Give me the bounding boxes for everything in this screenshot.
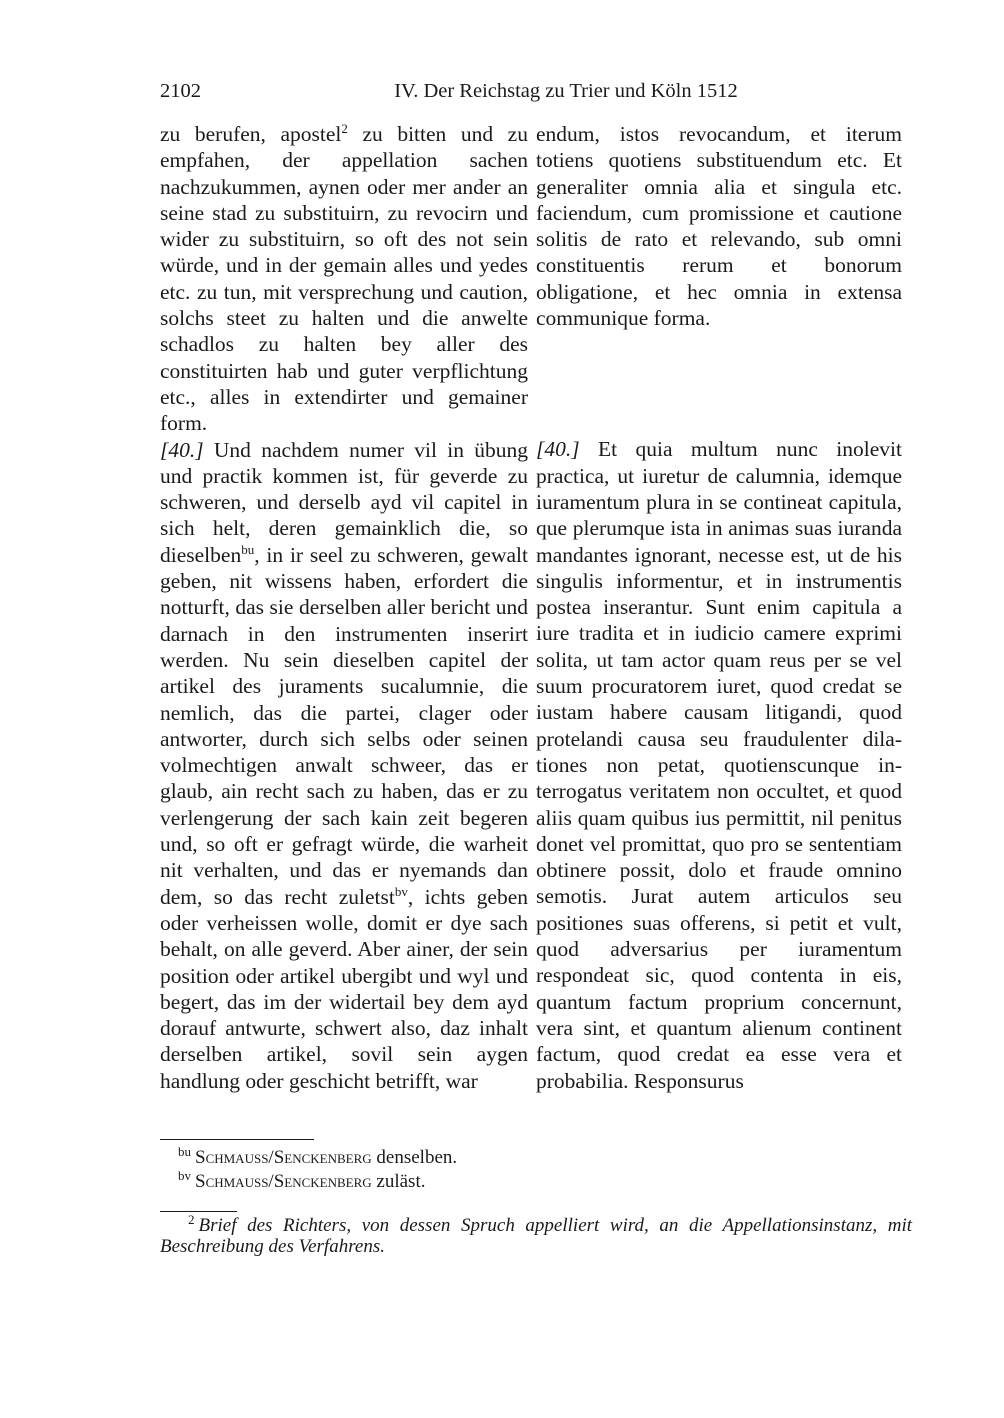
- latin-column: [536, 121, 902, 1094]
- footnote-ref-bv[interactable]: bv: [394, 883, 408, 899]
- footnote-bu: $^{bu}$ Schmauss/Senckenberg denselben.: [178, 1144, 458, 1168]
- running-title: IV. Der Reichstag zu Trier und Köln 1512: [394, 80, 738, 102]
- german-paragraph-40: [40.] Und nachdem numer vil in übung und practik kommen ist, für geverde zu schweren, und derselb ayd vil capitel in sich helt, deren gemainklich die, so dieselben$^{bu}$, in ir seel zu schweren, gewalt geben, nit wissens haben, erfordert die notturft, das sie derselben aller bericht und darnach in den instrumenten inserirt werden. Nu sein dieselben capitel der artikel des juraments sucalumnie, die nemlich, das die partei, clager oder antworter, durch sich selbs oder seinen volmechtigen anwalt schweer, das er glaub, ain recht sach zu haben, das er zu verlengerung der sach kain zeit begeren und, so oft er gefragt würde, die warheit nit verhalten, und das er nyemands dan dem, so das recht zuletst$^{bv}$, ichts geben oder verheissen wolle, domit er dye sach behalt, on alle geverd. Aber ainer, der sein position oder artikel ubergibt und wyl und begert, das im der widertail bey dem ayd dorauf antwurte, schwert also, daz inhalt derselben artikel, sovil sein aygen handlung oder geschicht betrifft, war: [160, 437, 528, 1093]
- editor-name: Schmauss/Senckenberg: [195, 1147, 372, 1168]
- latin-paragraph-39-end: endum, istos revocandum, et iterum totiens quotiens substituendum etc. Et generaliter omnia alia et singula etc. faciendum, cum promissione et cautione solitis de rato et relevando, sub omni constituentis rerum et bonorum obligatione, et hec omnia in extensa communique forma.: [536, 122, 902, 331]
- footnote-bv: $^{bv}$ Schmauss/Senckenberg zuläst.: [178, 1168, 426, 1192]
- column-spacer: [536, 331, 902, 436]
- footnote-2: $^2$ Brief des Richters, von dessen Spruch appelliert wird, an die Appellationsinstanz, mit Beschreibung des Verfahrens.: [160, 1212, 912, 1257]
- editor-name: Schmauss/Senckenberg: [195, 1171, 372, 1192]
- running-header: [160, 80, 902, 108]
- section-label: [40.]: [536, 437, 580, 462]
- footnote-rule: [160, 1139, 314, 1140]
- page-number: 2102: [160, 80, 201, 102]
- footnote-rule-numbered: [160, 1211, 237, 1212]
- section-label: [40.]: [160, 437, 204, 462]
- footnote-ref-2[interactable]: 2: [341, 121, 348, 136]
- german-paragraph-39-end: zu berufen, apostel$^2$ zu bitten und zu empfahen, der appellation sachen nachzukummen, aynen oder mer ander an seine stad zu substituirn, zu revocirn und wider zu substituirn, so oft des not sein würde, und in der gemain alles und yedes etc. zu tun, mit versprechung und caution, solchs steet zu halten und die anwelte schadlos zu halten bey aller des constituirten hab und guter verpflichtung etc., alles in extendirter und gemainer form.: [160, 121, 528, 436]
- latin-paragraph-40: [40.] Et quia multum nunc inolevit practica, ut iuretur de calumnia, idemque iuramentum plura in se contineat capitula, que plerumque ista in animas suas iuranda mandantes ignorant, necesse est, ut de his singulis informentur, et in instrumentis postea inserantur. Sunt enim capitula a iure tradita et in iudicio camere exprimi solita, ut tam actor quam reus per se vel suum procuratorem iuret, quod credat se iustam habere causam litigandi, quod protelandi causa seu fraudulenter dilationes non petat, quotienscunque interrogatus veritatem non occultet, et quod aliis quam quibus ius permittit, nil penitus donet vel promittat, quo pro se sententiam obtinere possit, dolo et fraude omnino semotis. Jurat autem articulos seu positiones suas offerens, si petit et vult, quod adversarius per iuramentum respondeat sic, quod contenta in eis, quantum factum proprium concernunt, vera sint, et quantum alienum continent factum, quod credat ea esse vera et probabilia. Responsurus: [536, 437, 902, 1093]
- footnote-ref-bu[interactable]: bu: [241, 541, 255, 557]
- german-column: [160, 121, 528, 1094]
